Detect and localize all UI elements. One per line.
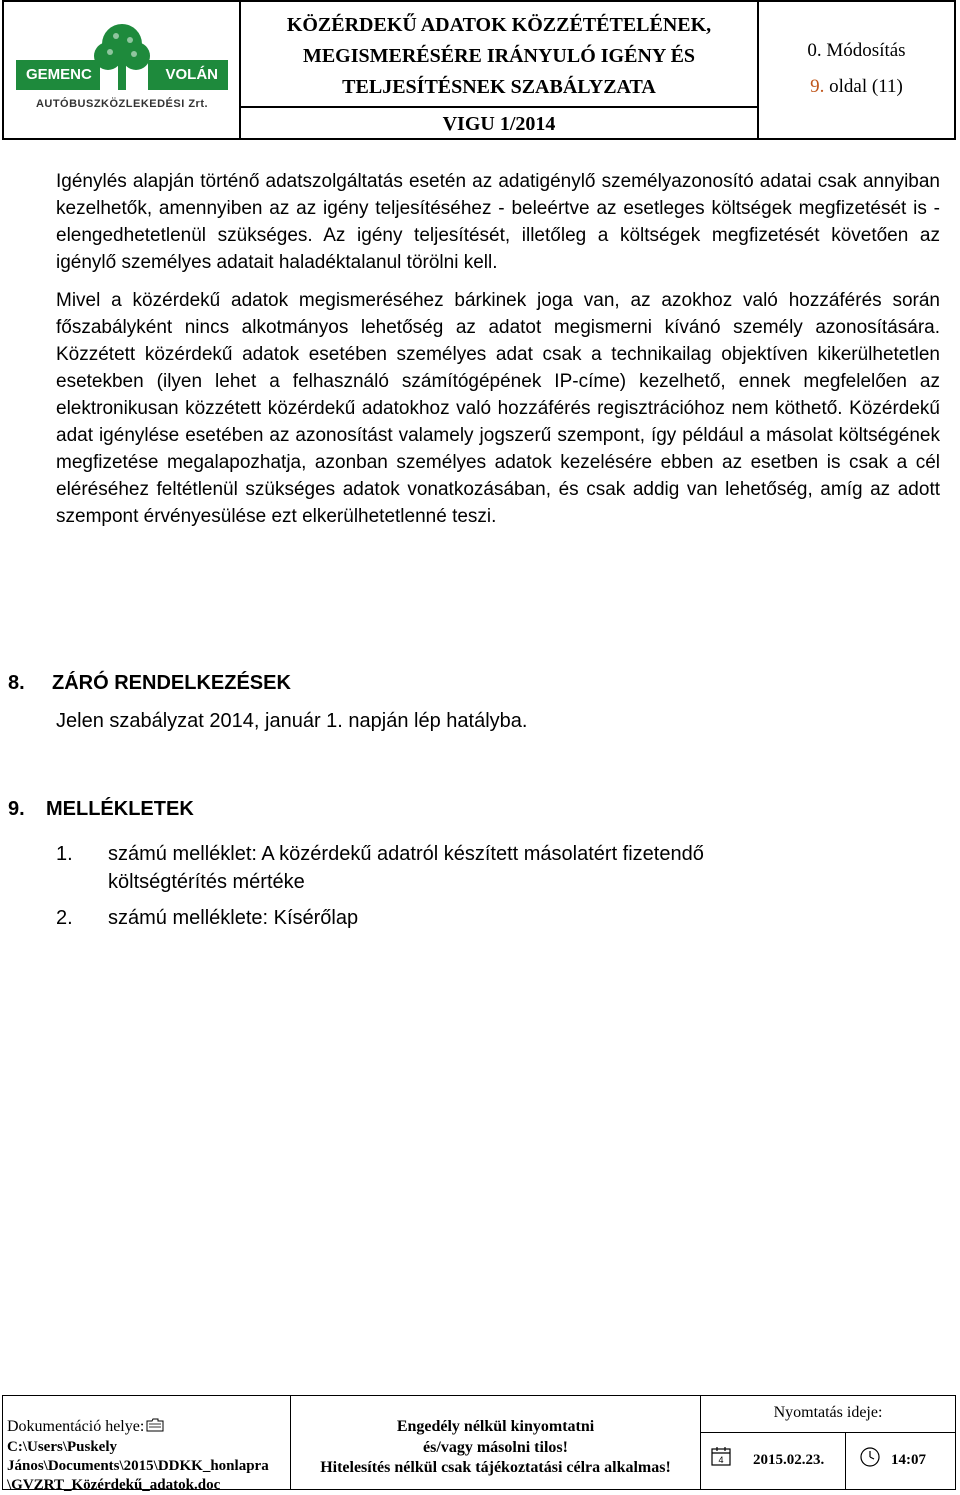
folder-icon bbox=[146, 1418, 164, 1432]
print-divider bbox=[845, 1433, 846, 1489]
document-footer bbox=[2, 1395, 956, 1493]
paragraph: Mivel a közérdekű adatok megismeréséhez bárkinek joga van, az azokhoz való hozzáférés során főszabályként nincs alkotmányos lehetőség az adatot megismerni kívánó személy azonosítására. Közzétett közérdekű adatok esetében személyes adat csak a technikailag objektíven kikerülhetetlen esetekben (ilyen lehet a felhasználó számítógépének IP-címe) kezelhető, ennek megfelelően az elektronikusan közzétett közérdekű adatokhoz való hozzáférés regisztrációhoz nem köthető. Közérdekű adat igénylése esetében az azonosítást valamely jogszerű szempont, így például a másolat költségének megfizetése megalapozhatja, azonban személyes adatok kezelésére ebben az esetben is csak a cél eléréséhez feltétlenül szükséges adatok vonatkozásában, és csak addig van lehetőség, amíg az adott szempont érvényesülése ezt elkerülhetetlenné teszi. bbox=[56, 290, 940, 527]
title-cell bbox=[241, 2, 759, 138]
clock-icon bbox=[859, 1446, 881, 1468]
revision-label: 0. Módosítás bbox=[807, 40, 906, 61]
page-suffix: oldal (11) bbox=[829, 76, 903, 97]
section-title: MELLÉKLETEK bbox=[46, 798, 194, 820]
tree-icon bbox=[90, 22, 154, 92]
permission-line: és/vagy másolni tilos! bbox=[423, 1439, 568, 1456]
document-header bbox=[2, 0, 956, 140]
location-path: C:\Users\Puskely János\Documents\2015\DDKK_honlapra \GVZRT_Közérdekű_adatok.doc bbox=[7, 1439, 269, 1493]
title-line: KÖZÉRDEKŰ ADATOK KÖZZÉTÉTELÉNEK, bbox=[286, 14, 712, 36]
section-text: Jelen szabályzat 2014, január 1. napján lép hatályba. bbox=[56, 710, 528, 732]
logo-cell bbox=[4, 2, 241, 138]
logo-right-text: VOLÁN bbox=[148, 60, 228, 90]
document-title bbox=[241, 2, 757, 108]
location-label bbox=[7, 1418, 164, 1436]
print-time: 14:07 bbox=[891, 1452, 926, 1468]
main-content bbox=[56, 168, 940, 541]
svg-text:4: 4 bbox=[718, 1455, 724, 1465]
location-label-text: Dokumentáció helye: bbox=[7, 1418, 145, 1435]
attachment-text: számú melléklete: Kísérőlap bbox=[108, 907, 359, 929]
section-title: ZÁRÓ RENDELKEZÉSEK bbox=[52, 672, 291, 694]
permission-line: Engedély nélkül kinyomtatni bbox=[396, 1418, 595, 1435]
footer-location bbox=[3, 1396, 291, 1493]
footer-permission bbox=[291, 1396, 701, 1489]
logo-left-text: GEMENC bbox=[16, 60, 100, 90]
section-number: 9. bbox=[8, 798, 25, 820]
paragraph: Igénylés alapján történő adatszolgáltatás esetén az adatigénylő személyazonosító adatai csak annyiban kezelhetők, amennyiben az az igény teljesítéséhez - beleértve az esetleges költségek megfizetését is - elengedhetetlenül szükséges. Az igény teljesítését, illetőleg a költségek megfizetését követően az igénylő személyes adatait haladéktalanul törölni kell. bbox=[56, 171, 940, 273]
attachment-number: 2. bbox=[56, 907, 73, 929]
logo-subtitle: AUTÓBUSZKÖZLEKEDÉSI Zrt. bbox=[35, 98, 209, 110]
attachment-number: 1. bbox=[56, 843, 73, 865]
page-number: 9. bbox=[810, 76, 825, 97]
title-line: TELJESÍTÉSNEK SZABÁLYZATA bbox=[342, 76, 656, 98]
attachment-item bbox=[56, 840, 856, 900]
document-id: VIGU 1/2014 bbox=[442, 113, 556, 135]
permission-line: Hitelesítés nélkül csak tájékoztatási célra alkalmas! bbox=[320, 1459, 671, 1476]
section-number: 8. bbox=[8, 672, 25, 694]
footer-print-info bbox=[701, 1396, 955, 1489]
company-logo bbox=[12, 22, 232, 114]
title-line: MEGISMERÉSÉRE IRÁNYULÓ IGÉNY ÉS bbox=[302, 45, 696, 67]
print-date: 2015.02.23. bbox=[753, 1452, 825, 1468]
print-label: Nyomtatás ideje: bbox=[701, 1404, 955, 1433]
meta-cell bbox=[759, 2, 954, 138]
page-info bbox=[759, 76, 954, 98]
attachment-item bbox=[56, 904, 856, 934]
attachment-text: számú melléklet: A közérdekű adatról készített másolatért fizetendő költségtérítés mértéke bbox=[108, 843, 704, 893]
calendar-icon bbox=[711, 1446, 731, 1466]
